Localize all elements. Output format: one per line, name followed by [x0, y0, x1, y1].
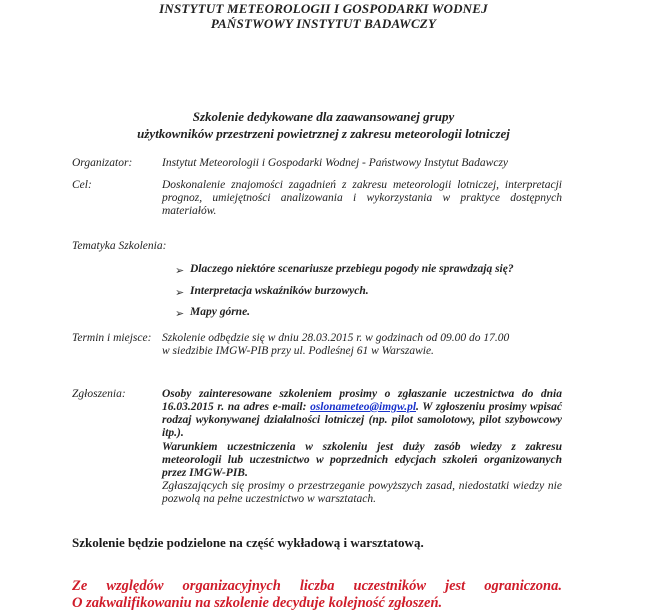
- institute-name: INSTYTUT METEOROLOGII I GOSPODARKI WODNEJ: [159, 1, 488, 16]
- notice-line2: O zakwalifikowaniu na szkolenie decyduje kolejność zgłoszeń.: [72, 595, 443, 611]
- topic-item: Dlaczego niektóre scenariusze przebiegu pogody nie sprawdzają się?: [190, 263, 514, 275]
- bullet-arrow-icon: ➢: [175, 265, 185, 277]
- document-title-line2: użytkowników przestrzeni powietrznej z zakresu meteorologii lotniczej: [137, 126, 510, 141]
- applications-paragraph-1: [162, 388, 562, 440]
- organizer-value: Instytut Meteorologii i Gospodarki Wodnej - Państwowy Instytut Badawczy: [162, 157, 509, 169]
- applications-text-before: Osoby zainteresowane szkoleniem prosimy o zgłaszanie uczestnictwa do dnia 16.03.2015 r. na adres e-mail:: [162, 388, 562, 413]
- time-place-label: Termin i miejsce:: [72, 332, 152, 344]
- document-title-line1: Szkolenie dedykowane dla zaawansowanej grupy: [192, 109, 455, 124]
- time-place-line2: w siedzibie IMGW-PIB przy ul. Podleśnej 61 w Warszawie.: [162, 345, 434, 357]
- topic-item: Mapy górne.: [190, 306, 251, 318]
- topics-label: Tematyka Szkolenia:: [72, 240, 167, 252]
- topic-item: Interpretacja wskaźników burzowych.: [190, 285, 369, 297]
- email-link[interactable]: oslonameteo@imgw.pl: [310, 401, 417, 413]
- training-format-summary: Szkolenie będzie podzielone na część wykładową i warsztatową.: [72, 535, 424, 550]
- institute-subtitle: PAŃSTWOWY INSTYTUT BADAWCZY: [210, 16, 437, 31]
- organizer-label: Organizator:: [72, 157, 133, 169]
- bullet-arrow-icon: ➢: [175, 287, 185, 299]
- goal-label: Cel:: [72, 179, 92, 191]
- applications-label: Zgłoszenia:: [72, 388, 126, 400]
- time-place-line1: Szkolenie odbędzie się w dniu 28.03.2015 r. w godzinach od 09.00 do 17.00: [162, 332, 510, 344]
- applications-text-after: . W zgłoszeniu prosimy wpisać rodzaj wykonywanej działalności lotniczej (np. pilot samolotowy, pilot szybowcowy itp.).: [162, 401, 562, 439]
- applications-paragraph-2: Warunkiem uczestniczenia w szkoleniu jest duży zasób wiedzy z zakresu meteorologii lub uczestnictwo w poprzednich edycjach szkoleń organizowanych przez IMGW-PIB.: [162, 441, 562, 479]
- applications-paragraph-3: Zgłaszających się prosimy o przestrzeganie powyższych zasad, niedostatki wiedzy nie pozwolą na pełne uczestnictwo w warsztatach.: [162, 480, 562, 505]
- bullet-arrow-icon: ➢: [175, 308, 185, 320]
- notice-line1: Ze względów organizacyjnych liczba uczestników jest ograniczona.: [72, 578, 562, 594]
- goal-value: Doskonalenie znajomości zagadnień z zakresu meteorologii lotniczej, interpretacji prognoz, umiejętności analizowania i wykorzystania w praktyce dostępnych materiałów.: [162, 179, 562, 217]
